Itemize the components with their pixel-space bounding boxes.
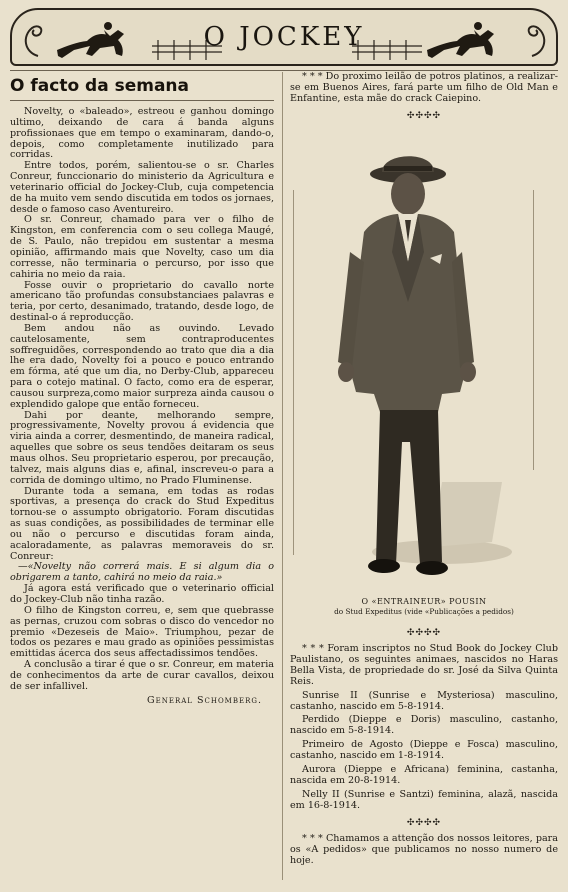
ornament-scroll-right-icon (522, 16, 552, 62)
quote: —«Novelty não correrá mais. E si algum dia o obrigarem a tanto, cahirá no meio da raia.» (10, 561, 274, 584)
paragraph: Durante toda a semana, em todas as rodas sportivas, a presença do crack do Stud Expeditus tornou-se o assumpto obrigatorio. Foram discutidas as suas condições, as possibilidades de terminar elle ou não o percurso e discutidas foram ainda, acaloradamente, as palavras memoraveis do sr. Conreur: (10, 485, 274, 562)
left-column (10, 72, 274, 706)
paragraph: O filho de Kingston correu, e, sem que quebrasse as pernas, cruzou com sobras o disco do vencedor no premio «Dezeseis de Maio». Triumphou, pezar de todos os pezares e mau grado as opiniões pessimistas emittidas ácerca dos seus affectadissimos tendões. (10, 604, 274, 660)
paragraph: O sr. Conreur, chamado para ver o filho de Kingston, em conferencia com o seu collega Maugé, de S. Paulo, não trepidou em sustentar a mesma opinião, affirmando mais que Novelty, caso um dia corresse, não terminaria o percurso, por isso que cahiria no meio da raia. (10, 214, 274, 280)
news-item-auction: * * * Do proximo leilão de potros platinos, a realizar-se em Buenos Aires, fará parte um filho de Old Man e Enfantine, esta mãe do crack Caiepino. (290, 71, 558, 104)
paragraph: A conclusão a tirar é que o sr. Conreur, em materia de conhecimentos da arte de curar cavallos, deixou de ser infallivel. (10, 659, 274, 692)
fence-right-icon (352, 40, 422, 60)
foal-entry: Nelly II (Sunrise e Santzi) feminina, alazã, nascida em 16-8-1914. (290, 788, 558, 811)
paragraph: Já agora está verificado que o veterinario official do Jockey-Club não tinha razão. (10, 583, 274, 605)
masthead (10, 8, 558, 66)
section-title: O facto da semana (10, 76, 190, 96)
photo-frame-line (533, 190, 534, 470)
ornament-divider: ✣✣✣✣ (406, 628, 442, 638)
photo-caption-subtitle: do Stud Expeditus (vide «Publicações a pedidos) (334, 607, 514, 616)
news-item-stud-book: * * * Foram inscriptos no Stud Book do Jockey Club Paulistano, os seguintes animaes, nascidos no Haras Bella Vista, de propriedade do sr. José da Silva Quinta Reis. (290, 643, 558, 687)
paragraph: Bem andou não as ouvindo. Levado cautelosamente, sem contraproducentes soffreguidões, correspondendo ao trato que dia a dia lhe era dado, Novelty foi a pouco e pouco entrando em fórma, até que um dia, no Derby-Club, appareceu para o cotejo matinal. O facto, como era de esperar, causou surpreza,como maior surpreza ainda causou o explendido galope que então forneceu. (10, 322, 274, 410)
trainer-photograph (292, 142, 528, 592)
news-item-notice: * * * Chamamos a attenção dos nossos leitores, para os «A pedidos» que publicamos no nosso numero de hoje. (290, 832, 558, 866)
masthead-title: O JOCKEY (203, 22, 365, 52)
ornament-divider: ✣✣✣✣ (406, 817, 442, 828)
ornament-scroll-icon (18, 16, 48, 62)
foal-entry: Perdido (Dieppe e Doris) masculino, castanho, nascido em 5-8-1914. (290, 714, 558, 737)
column-divider (282, 72, 283, 880)
foal-entry: Primeiro de Agosto (Dieppe e Fosca) masculino, castanho, nascido em 1-8-1914. (290, 739, 558, 762)
foal-entry: Aurora (Dieppe e Africana) feminina, castanha, nascida em 20-8-1914. (290, 764, 558, 786)
paragraph: Dahi por deante, melhorando sempre, progressivamente, Novelty provou á evidencia que viria ainda a correr, desmentindo, de maneira radical, aquelles que sobre os seus tendões deitaram os seus maus olhos. Seu proprietario esperou, por precaução, talvez, mais alguns dias e, afinal, inscreveu-o para a corrida de domingo ultimo, no Prado Fluminense. (10, 409, 274, 486)
right-column (290, 72, 558, 127)
signature: General Schomberg. (147, 694, 262, 706)
paragraph: Entre todos, porém, salientou-se o sr. Charles Conreur, funccionario do ministerio da Agricultura e veterinario official do Jockey-Club, cuja competencia de ha muito vem sendo discutida em todos os jornaes, desde o famoso caso Aventureiro. (10, 160, 274, 215)
ornament-divider: ✣✣✣✣ (406, 110, 442, 121)
section-title-rule (10, 100, 274, 101)
foal-entry: Sunrise II (Sunrise e Mysteriosa) masculino, castanho, nascido em 5-8-1914. (290, 689, 558, 712)
paragraph: Fosse ouvir o proprietario do cavallo norte americano tão profundas consubstanciaes palavras e teria, por certo, desanimado, tratando, desde logo, de destinal-o á reproducção. (10, 279, 274, 324)
right-column-lower (290, 622, 558, 866)
photo-caption-title: O «ENTRAINEUR» POUSIN (361, 597, 487, 606)
racing-horse-right-icon (422, 16, 512, 62)
paragraph: Novelty, o «baleado», estreou e ganhou domingo ultimo, deixando de cara á banda alguns profissionaes que em tempo o examinaram, dando-o, depois, como completamente inutilizado para corridas. (10, 106, 274, 161)
